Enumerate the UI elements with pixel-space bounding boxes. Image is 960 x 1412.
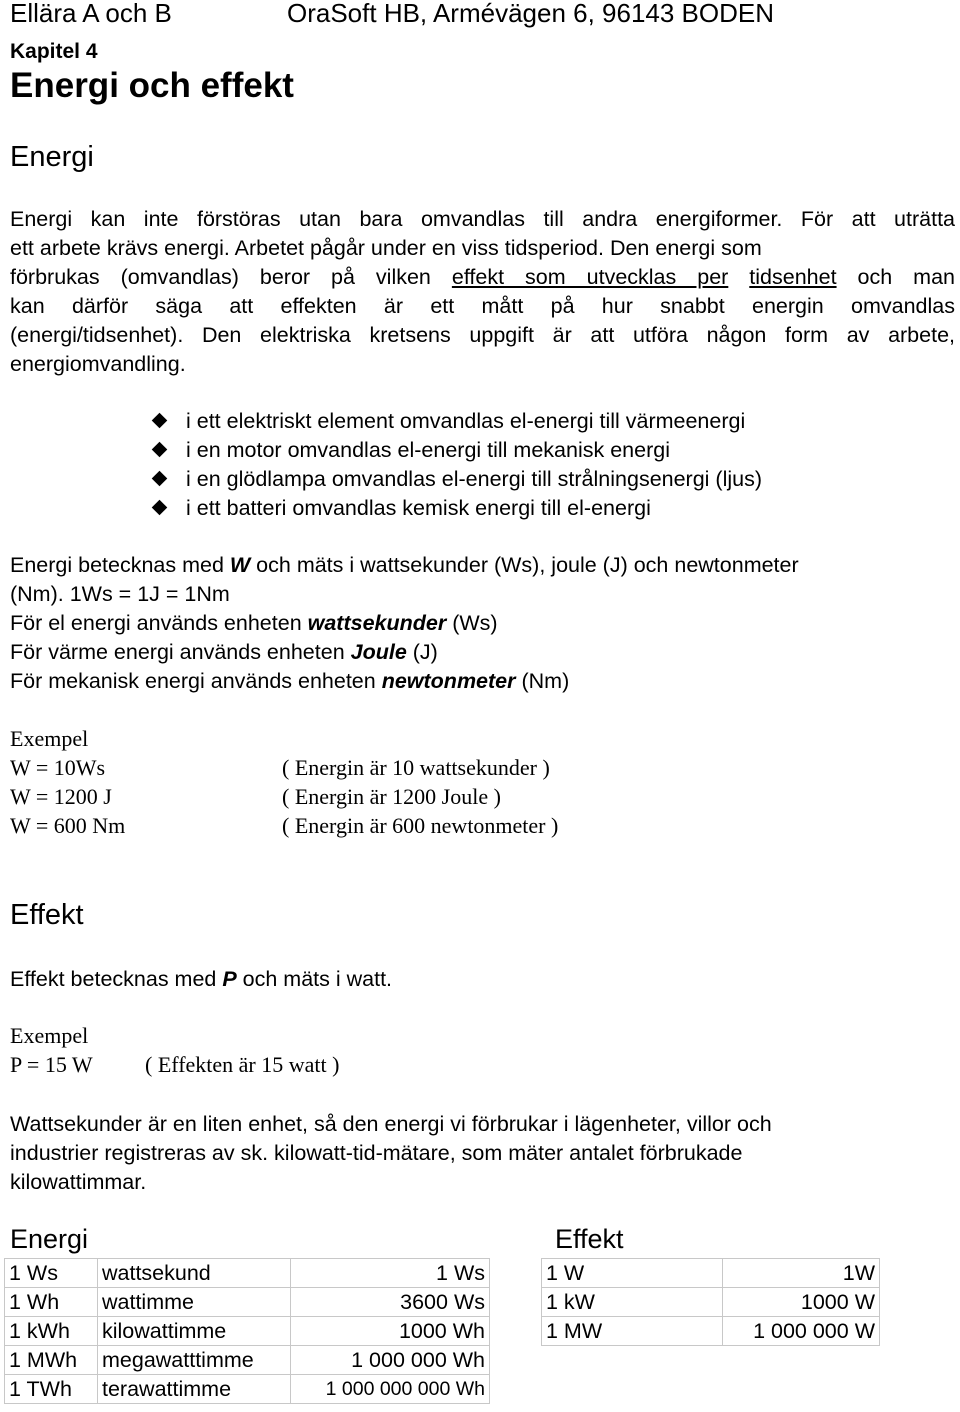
example-note: ( Energin är 10 wattsekunder ) — [282, 755, 550, 780]
table-cell: 1 MWh — [5, 1346, 98, 1375]
symbol-p: P — [222, 967, 237, 991]
table-cell: 1 Ws — [291, 1259, 490, 1288]
diamond-bullet-icon — [152, 471, 168, 487]
diamond-bullet-icon — [152, 413, 168, 429]
table-cell: 1000 W — [723, 1288, 880, 1317]
energi-para-line-2: ett arbete krävs energi. Arbetet pågår under en viss tidsperiod. Den energi som — [10, 236, 762, 260]
text-run: För värme energi används enheten — [10, 640, 351, 664]
unit-name: Joule — [350, 640, 407, 664]
example-label: Exempel — [10, 1023, 89, 1048]
table-cell: 1 Wh — [5, 1288, 98, 1317]
text-run: (Ws) — [446, 611, 498, 635]
text-run — [728, 265, 749, 289]
table-cell: 1 TWh — [5, 1375, 98, 1404]
table-row — [5, 1317, 490, 1346]
text-run: Energi betecknas med — [10, 553, 230, 577]
energi-notation-line-1 — [10, 551, 799, 580]
energi-para-line-3 — [10, 263, 955, 292]
unit-name: newtonmeter — [381, 669, 516, 693]
header-left: Ellära A och B — [10, 0, 172, 28]
table-cell: 1 000 000 W — [723, 1317, 880, 1346]
example-note: ( Effekten är 15 watt ) — [145, 1052, 340, 1077]
text-run: och man — [836, 265, 956, 289]
energi-para-line-1: Energi kan inte förstöras utan bara omvandlas till andra energiformer. För att uträtta — [10, 207, 955, 231]
energi-para-line-6: energiomvandling. — [10, 352, 186, 376]
underlined-text: effekt som utvecklas per — [451, 265, 729, 289]
effekt-para-line-1: Wattsekunder är en liten enhet, så den energi vi förbrukar i lägenheter, villor och — [10, 1112, 772, 1136]
header-right: OraSoft HB, Armévägen 6, 96143 BODEN — [287, 0, 775, 28]
effekt-para-line-3: kilowattimmar. — [10, 1170, 147, 1194]
section-heading-energi: Energi — [10, 141, 94, 173]
energi-notation-line-4 — [10, 638, 438, 667]
table-cell: kilowattimme — [98, 1317, 291, 1346]
table-row — [542, 1259, 880, 1288]
text-run: (Nm) — [515, 669, 570, 693]
bullet-item: i en glödlampa omvandlas el-energi till strålningsenergi (ljus) — [186, 467, 763, 491]
effekt-para-line-2: industrier registreras av sk. kilowatt-tid-mätare, som mäter antalet förbrukade — [10, 1141, 743, 1165]
underlined-text: tidsenhet — [749, 265, 837, 289]
example-note: ( Energin är 600 newtonmeter ) — [282, 813, 559, 838]
table-cell: 3600 Ws — [291, 1288, 490, 1317]
section-heading-effekt: Effekt — [10, 899, 84, 931]
example-equation: W = 1200 J — [10, 784, 112, 809]
example-note: ( Energin är 1200 Joule ) — [282, 784, 501, 809]
table-cell: 1 Ws — [5, 1259, 98, 1288]
effekt-units-table — [541, 1258, 880, 1346]
effekt-notation — [10, 965, 392, 994]
energi-notation-line-2: (Nm). 1Ws = 1J = 1Nm — [10, 582, 230, 606]
text-run: och mäts i watt. — [236, 967, 393, 991]
energi-units-table — [4, 1258, 490, 1404]
diamond-bullet-icon — [152, 500, 168, 516]
table-cell: 1 kWh — [5, 1317, 98, 1346]
table-row — [542, 1317, 880, 1346]
table-row — [5, 1375, 490, 1404]
table-cell: 1 kW — [542, 1288, 723, 1317]
table-row — [542, 1288, 880, 1317]
energi-notation-line-5 — [10, 667, 569, 696]
example-equation: W = 600 Nm — [10, 813, 126, 838]
table-cell: 1 W — [542, 1259, 723, 1288]
table-heading-effekt: Effekt — [555, 1224, 624, 1254]
text-run: och mäts i wattsekunder (Ws), joule (J) och newtonmeter — [250, 553, 799, 577]
table-cell: 1000 Wh — [291, 1317, 490, 1346]
table-cell: 1 000 000 000 Wh — [291, 1375, 490, 1404]
symbol-w: W — [229, 553, 251, 577]
table-heading-energi: Energi — [10, 1224, 89, 1254]
energi-para-line-4: kan därför säga att effekten är ett mått på hur snabbt energin omvandlas — [10, 294, 955, 318]
example-equation: W = 10Ws — [10, 755, 106, 780]
chapter-label: Kapitel 4 — [10, 40, 98, 63]
table-cell: megawatttimme — [98, 1346, 291, 1375]
diamond-bullet-icon — [152, 442, 168, 458]
energi-notation-line-3 — [10, 609, 498, 638]
text-run: förbrukas (omvandlas) beror på vilken — [10, 265, 452, 289]
table-cell: wattsekund — [98, 1259, 291, 1288]
table-cell: 1W — [723, 1259, 880, 1288]
table-row — [5, 1346, 490, 1375]
bullet-item: i ett elektriskt element omvandlas el-energi till värmeenergi — [186, 409, 746, 433]
text-run: Effekt betecknas med — [10, 967, 223, 991]
table-cell: terawattimme — [98, 1375, 291, 1404]
table-cell: 1 000 000 Wh — [291, 1346, 490, 1375]
page-title: Energi och effekt — [10, 66, 294, 105]
text-run: För mekanisk energi används enheten — [10, 669, 382, 693]
example-equation: P = 15 W — [10, 1052, 93, 1077]
text-run: (J) — [406, 640, 438, 664]
bullet-item: i en motor omvandlas el-energi till mekanisk energi — [186, 438, 670, 462]
bullet-item: i ett batteri omvandlas kemisk energi till el-energi — [186, 496, 651, 520]
table-cell: 1 MW — [542, 1317, 723, 1346]
table-row — [5, 1288, 490, 1317]
example-label: Exempel — [10, 726, 89, 751]
table-cell: wattimme — [98, 1288, 291, 1317]
text-run: För el energi används enheten — [10, 611, 308, 635]
energi-para-line-5: (energi/tidsenhet). Den elektriska kretsens uppgift är att utföra någon form av arbete, — [10, 323, 955, 347]
table-row — [5, 1259, 490, 1288]
unit-name: wattsekunder — [307, 611, 447, 635]
